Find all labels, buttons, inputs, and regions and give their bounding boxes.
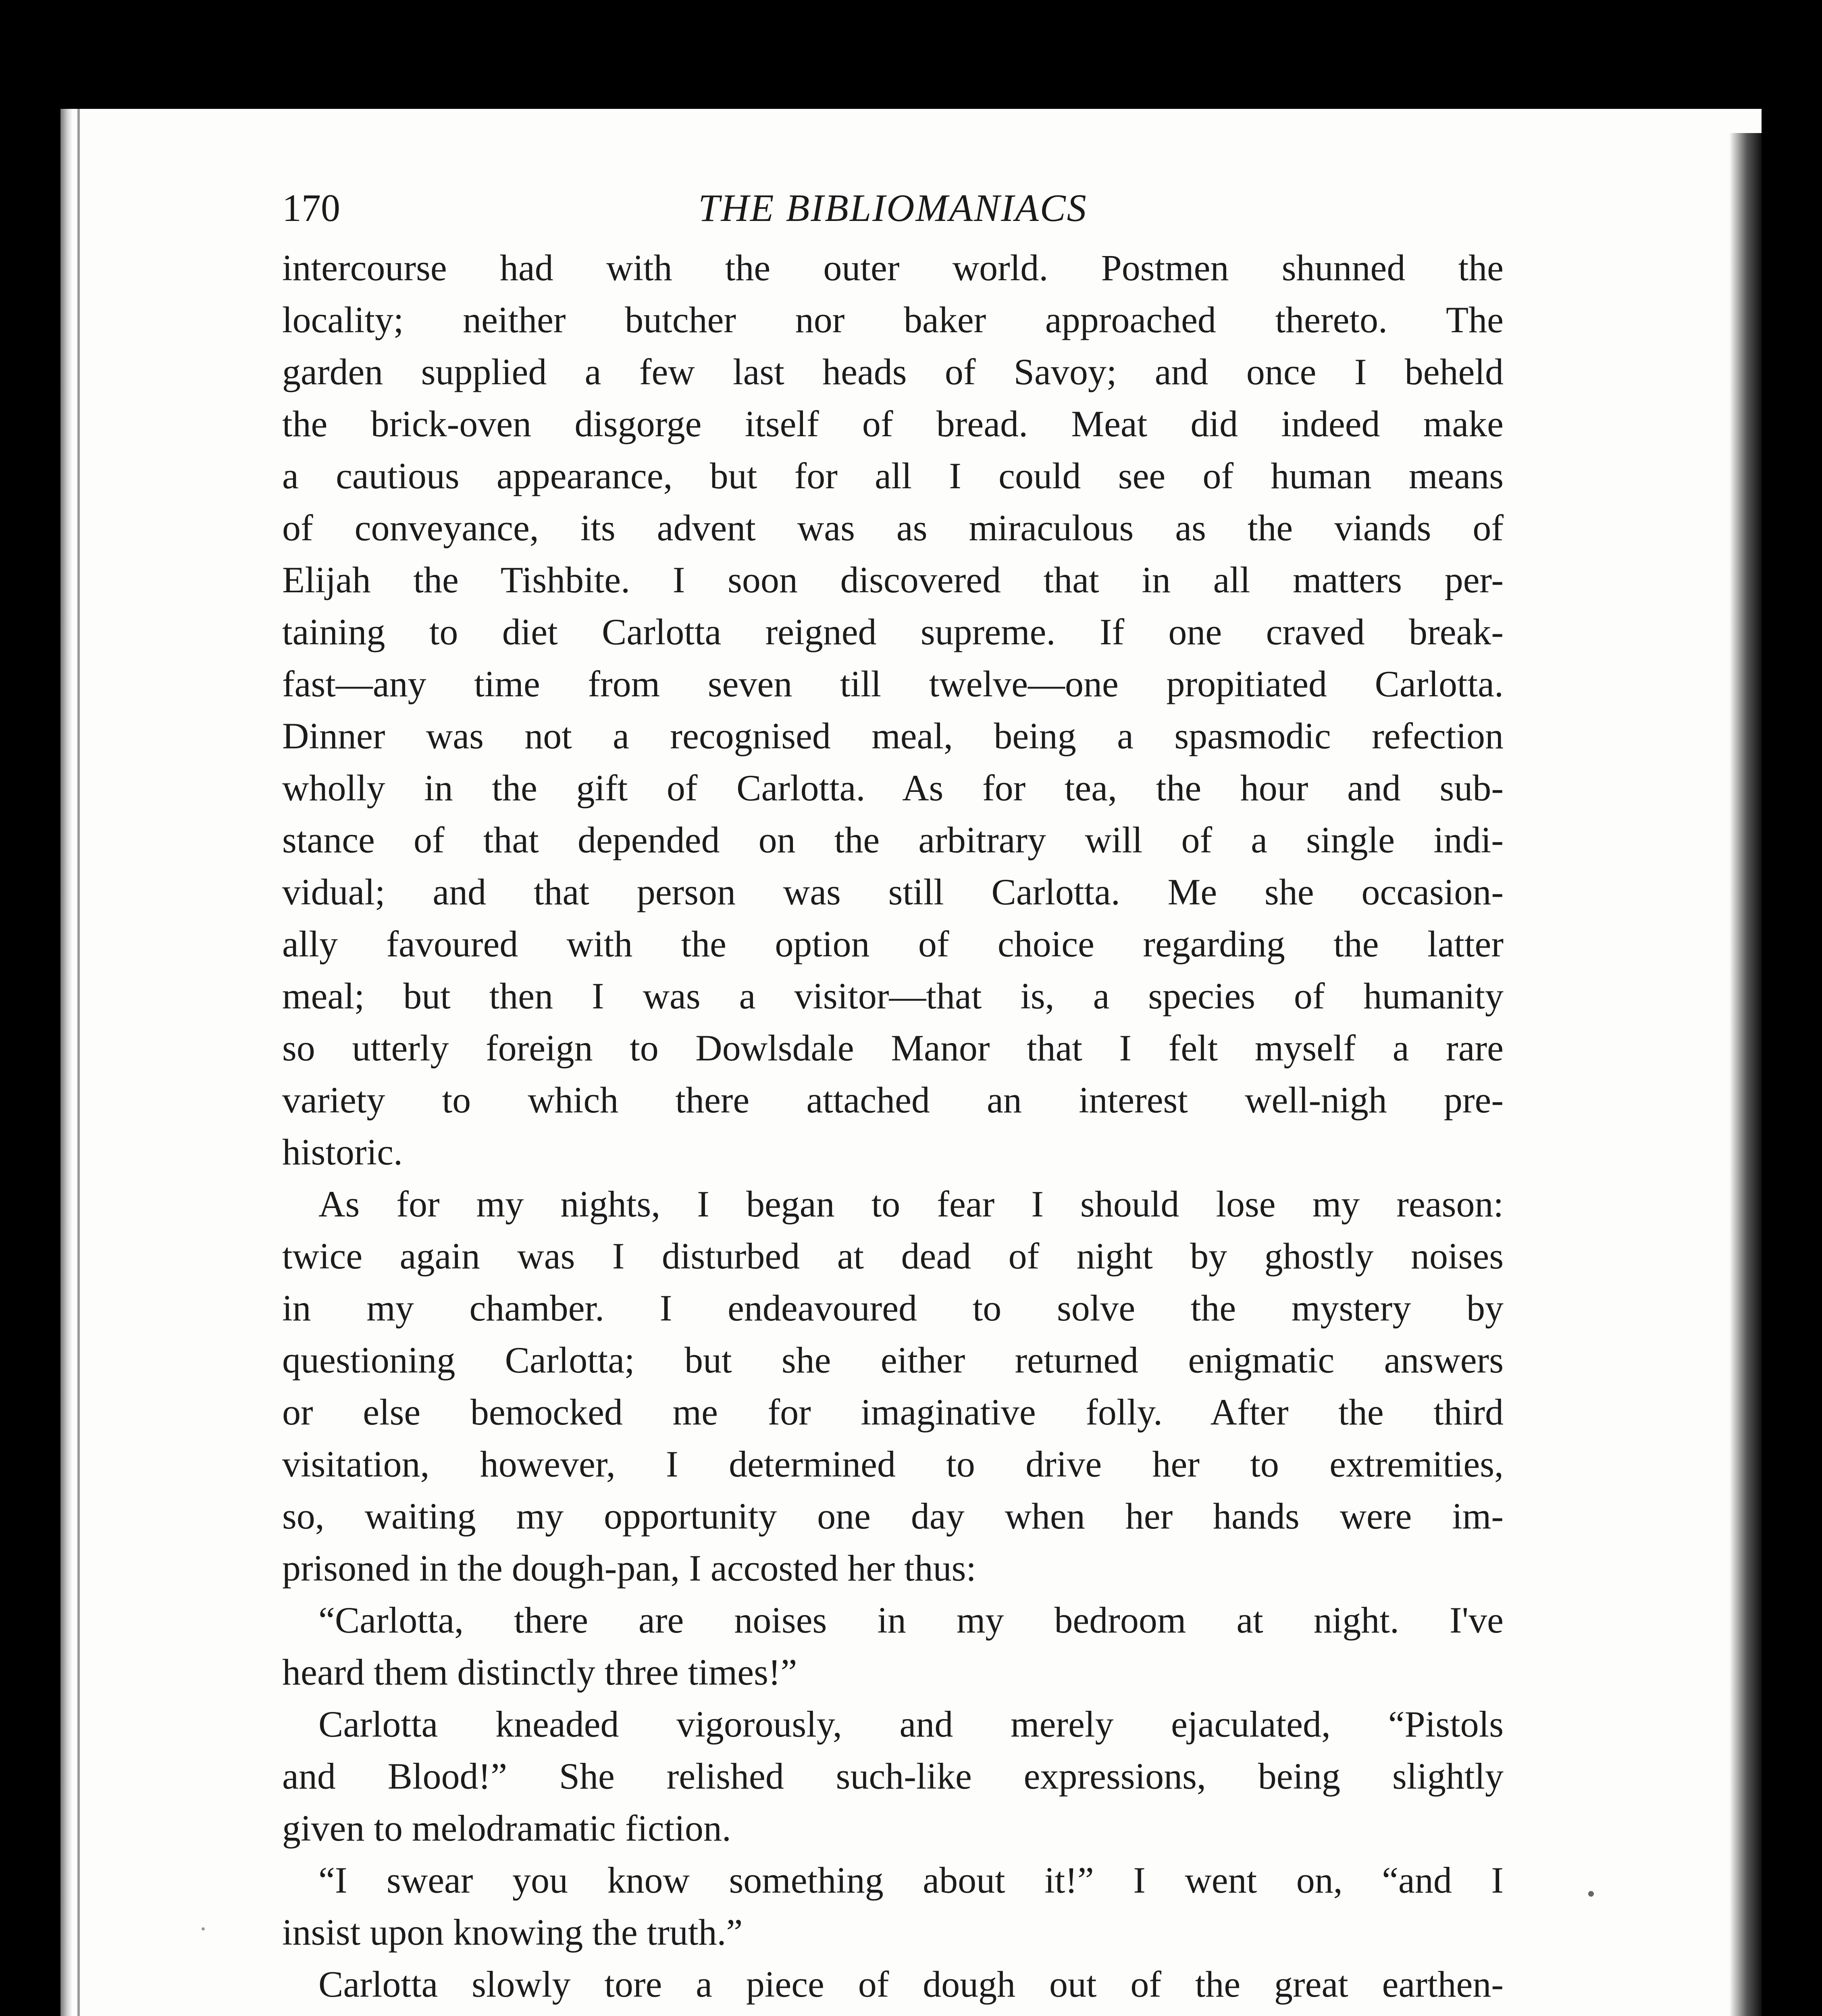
text-line: given to melodramatic fiction. bbox=[282, 1808, 731, 1849]
text-line: “Carlotta, there are noises in my bedroom at night. I've bbox=[318, 1599, 1504, 1641]
text-line: so utterly foreign to Dowlsdale Manor that I felt myself a rare bbox=[282, 1027, 1504, 1068]
page-header bbox=[282, 185, 1504, 238]
running-title: THE BIBLIOMANIACS bbox=[698, 186, 1088, 229]
text-line: taining to diet Carlotta reigned supreme. If one craved break- bbox=[282, 611, 1504, 652]
text-line: Carlotta kneaded vigorously, and merely ejaculated, “Pistols bbox=[318, 1704, 1504, 1745]
page-gutter-shadow bbox=[60, 109, 73, 2016]
text-line: Carlotta slowly tore a piece of dough out of the great earthen- bbox=[318, 1964, 1504, 2005]
text-line: wholly in the gift of Carlotta. As for tea, the hour and sub- bbox=[282, 767, 1504, 808]
text-line: prisoned in the dough-pan, I accosted her thus: bbox=[282, 1547, 976, 1589]
text-line: intercourse had with the outer world. Postmen shunned the bbox=[282, 247, 1504, 288]
text-line: “I swear you know something about it!” I went on, “and I bbox=[318, 1860, 1504, 1901]
page-number: 170 bbox=[282, 186, 340, 229]
text-line: locality; neither butcher nor baker approached thereto. The bbox=[282, 299, 1504, 340]
text-line: or else bemocked me for imaginative folly. After the third bbox=[282, 1391, 1504, 1433]
margin-speck bbox=[202, 1927, 205, 1931]
text-line: ally favoured with the option of choice regarding the latter bbox=[282, 923, 1504, 964]
text-line: heard them distinctly three times!” bbox=[282, 1652, 797, 1693]
text-line: in my chamber. I endeavoured to solve the mystery by bbox=[282, 1287, 1504, 1329]
text-line: questioning Carlotta; but she either returned enigmatic answers bbox=[282, 1339, 1504, 1381]
body-text bbox=[282, 242, 1504, 2016]
text-line: variety to which there attached an interest well-nigh pre- bbox=[282, 1079, 1504, 1120]
text-line: the brick-oven disgorge itself of bread. Meat did indeed make bbox=[282, 403, 1504, 444]
text-line: insist upon knowing the truth.” bbox=[282, 1912, 743, 1953]
margin-speck bbox=[1588, 1891, 1594, 1897]
text-line: stance of that depended on the arbitrary will of a single indi- bbox=[282, 819, 1504, 860]
text-line: a cautious appearance, but for all I could see of human means bbox=[282, 455, 1504, 496]
page-right-edge bbox=[1729, 133, 1762, 2016]
text-line: historic. bbox=[282, 1131, 403, 1173]
text-line: As for my nights, I began to fear I should lose my reason: bbox=[318, 1183, 1504, 1225]
page-gutter-line bbox=[77, 109, 80, 2016]
text-line: meal; but then I was a visitor—that is, a species of humanity bbox=[282, 975, 1504, 1016]
text-line: and Blood!” She relished such-like expressions, being slightly bbox=[282, 1756, 1504, 1797]
text-line: Dinner was not a recognised meal, being a spasmodic refection bbox=[282, 715, 1504, 756]
text-line: garden supplied a few last heads of Savoy; and once I beheld bbox=[282, 351, 1504, 392]
text-line: of conveyance, its advent was as miraculous as the viands of bbox=[282, 507, 1504, 548]
text-line: so, waiting my opportunity one day when her hands were im- bbox=[282, 1495, 1504, 1537]
text-line: vidual; and that person was still Carlotta. Me she occasion- bbox=[282, 871, 1504, 912]
text-line bbox=[282, 2010, 1504, 2016]
text-line: visitation, however, I determined to drive her to extremities, bbox=[282, 1443, 1504, 1485]
text-line: twice again was I disturbed at dead of night by ghostly noises bbox=[282, 1235, 1504, 1277]
text-line: fast—any time from seven till twelve—one propitiated Carlotta. bbox=[282, 663, 1504, 704]
text-line: Elijah the Tishbite. I soon discovered that in all matters per- bbox=[282, 559, 1504, 600]
